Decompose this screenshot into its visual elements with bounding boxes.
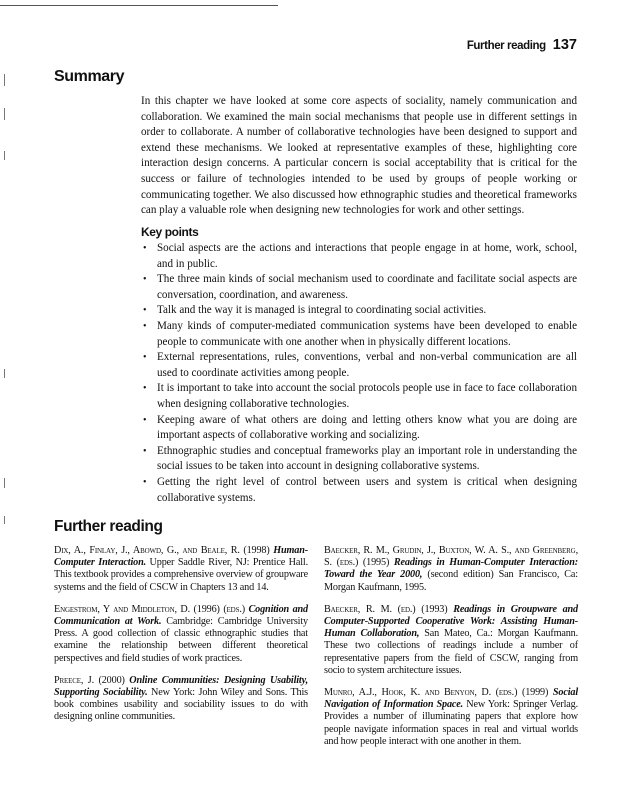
reference-authors: Preece, J. (2000) (54, 674, 125, 686)
reference-authors: Munro, A.J., Hook, K. and Benyon, D. (eds.) (1999) (324, 687, 549, 699)
margin-mark (4, 478, 5, 488)
margin-mark (4, 74, 5, 86)
bullet-icon: • (143, 274, 147, 286)
key-point-item (141, 475, 577, 506)
reference-authors: Dix, A., Finlay, J., Abowd, G., and Beale, R. (1998) (54, 545, 270, 556)
reference-entry (324, 687, 578, 748)
key-point-item (141, 444, 577, 475)
margin-mark (4, 516, 5, 524)
bullet-icon: • (143, 383, 147, 395)
key-point-item (141, 241, 577, 272)
bullet-icon: • (143, 352, 147, 364)
bullet-icon: • (143, 305, 147, 317)
bullet-icon: • (143, 243, 147, 254)
reference-title: Readings in Human-Computer Interaction: Toward the Year 2000, (324, 557, 578, 581)
bullet-icon: • (143, 445, 147, 457)
bullet-icon: • (143, 414, 147, 426)
key-point-text: Many kinds of computer-mediated communication systems have been developed to enable people to communicate with one another when in physically different locations. (157, 319, 577, 348)
references-left-column (54, 545, 308, 734)
reference-entry (324, 545, 578, 594)
reference-authors: Baecker, R. M. (ed.) (1993) (324, 603, 448, 615)
key-point-item (141, 350, 577, 381)
summary-paragraph: In this chapter we have looked at some core aspects of sociality, namely communication and collaboration. We examined the main social mechanisms that people use in different settings in order to collaborate. A number of collaborative technologies have been designed to support and extend these mechanisms. We looked at representative examples of these, highlighting core interaction design concerns. A particular concern is social acceptability that is critical for the success or failure of technologies intended to be used by groups of people working or communicating together. We also discussed how ethnographic studies and theoretical frameworks can play a valuable role when designing new technologies for work and other settings. (141, 95, 577, 217)
key-point-item (141, 303, 577, 319)
reference-details: Cambridge: Cambridge University Press. A good collection of classic ethnographic studies that examine the relationship between different theoretical perspectives and field studies of work practices. (54, 616, 308, 664)
key-point-text: Talk and the way it is managed is integral to coordinating social activities. (157, 304, 487, 317)
key-point-text: It is important to take into account the social protocols people use in face to face collaboration when designing collaborative technologies. (157, 382, 577, 410)
reference-entry (324, 604, 578, 677)
references-right-column (324, 545, 578, 758)
margin-mark (4, 151, 5, 160)
key-point-text: External representations, rules, conventions, verbal and non-verbal communication are all used to coordinate activities among people. (157, 351, 577, 379)
top-rule (0, 5, 278, 6)
key-points-heading: Key points (141, 225, 199, 239)
reference-title: Online Communities: Designing Usability, Supporting Sociability. (54, 674, 308, 699)
summary-heading: Summary (54, 68, 125, 85)
further-reading-heading: Further reading (54, 518, 163, 535)
margin-mark (4, 108, 5, 120)
reference-title: Readings in Groupware and Computer-Supported Cooperative Work: Assisting Human-Human Collaboration, (324, 603, 578, 640)
running-head (467, 36, 577, 54)
reference-authors: Engestrom, Y and Middleton, D. (1996) (eds.) (54, 603, 245, 615)
reference-entry (54, 604, 308, 665)
reference-details: Upper Saddle River, NJ: Prentice Hall. This textbook provides a comprehensive overview of groupware systems and the field of CSCW in Chapters 13 and 14. (54, 557, 308, 593)
key-point-item (141, 272, 577, 303)
running-head-title: Further reading (466, 40, 546, 52)
key-point-text: Social aspects are the actions and interactions that people engage in at home, work, school, and in public. (157, 242, 577, 270)
bullet-icon: • (143, 320, 147, 332)
key-point-text: Keeping aware of what others are doing and letting others know what you are doing are important aspects of collaborative working and socializing. (157, 413, 577, 442)
reference-entry (54, 675, 308, 724)
reference-details: New York: John Wiley and Sons. This book combines usability and sociability issues to do with designing online communities. (54, 687, 308, 723)
reference-title: Human-Computer Interaction. (54, 545, 308, 569)
reference-authors: Baecker, R. M., Grudin, J., Buxton, W. A. S., and Greenberg, S. (eds.) (1995) (324, 545, 578, 569)
reference-entry (54, 545, 308, 594)
reference-details: (second edition) San Francisco, Ca: Morgan Kaufmann, 1995. (324, 569, 578, 593)
page-number: 137 (552, 37, 577, 53)
key-point-item (141, 319, 577, 350)
key-point-item (141, 413, 577, 444)
reference-details: San Mateo, Ca.: Morgan Kaufmann. These two collections of readings include a number of representative papers from the field of CSCW, ranging from socio to system architecture issues. (324, 628, 578, 676)
bullet-icon: • (143, 476, 147, 488)
key-point-item (141, 381, 577, 412)
reference-title: Cognition and Communication at Work. (54, 603, 308, 628)
key-point-text: The three main kinds of social mechanism used to coordinate and facilitate social aspects are conversation, coordination, and awareness. (157, 273, 577, 301)
reference-title: Social Navigation of Information Space. (324, 687, 578, 711)
key-point-text: Getting the right level of control between users and system is critical when designing collaborative systems. (157, 475, 577, 504)
key-point-text: Ethnographic studies and conceptual frameworks play an important role in understanding the social issues to be taken into account in designing collaborative systems. (157, 444, 577, 473)
reference-details: New York: Springer Verlag. Provides a number of illuminating papers that explore how people navigate information spaces in real and virtual worlds and how people interact with one another in them. (324, 699, 579, 747)
key-points-list (141, 241, 577, 506)
margin-mark (4, 369, 5, 378)
